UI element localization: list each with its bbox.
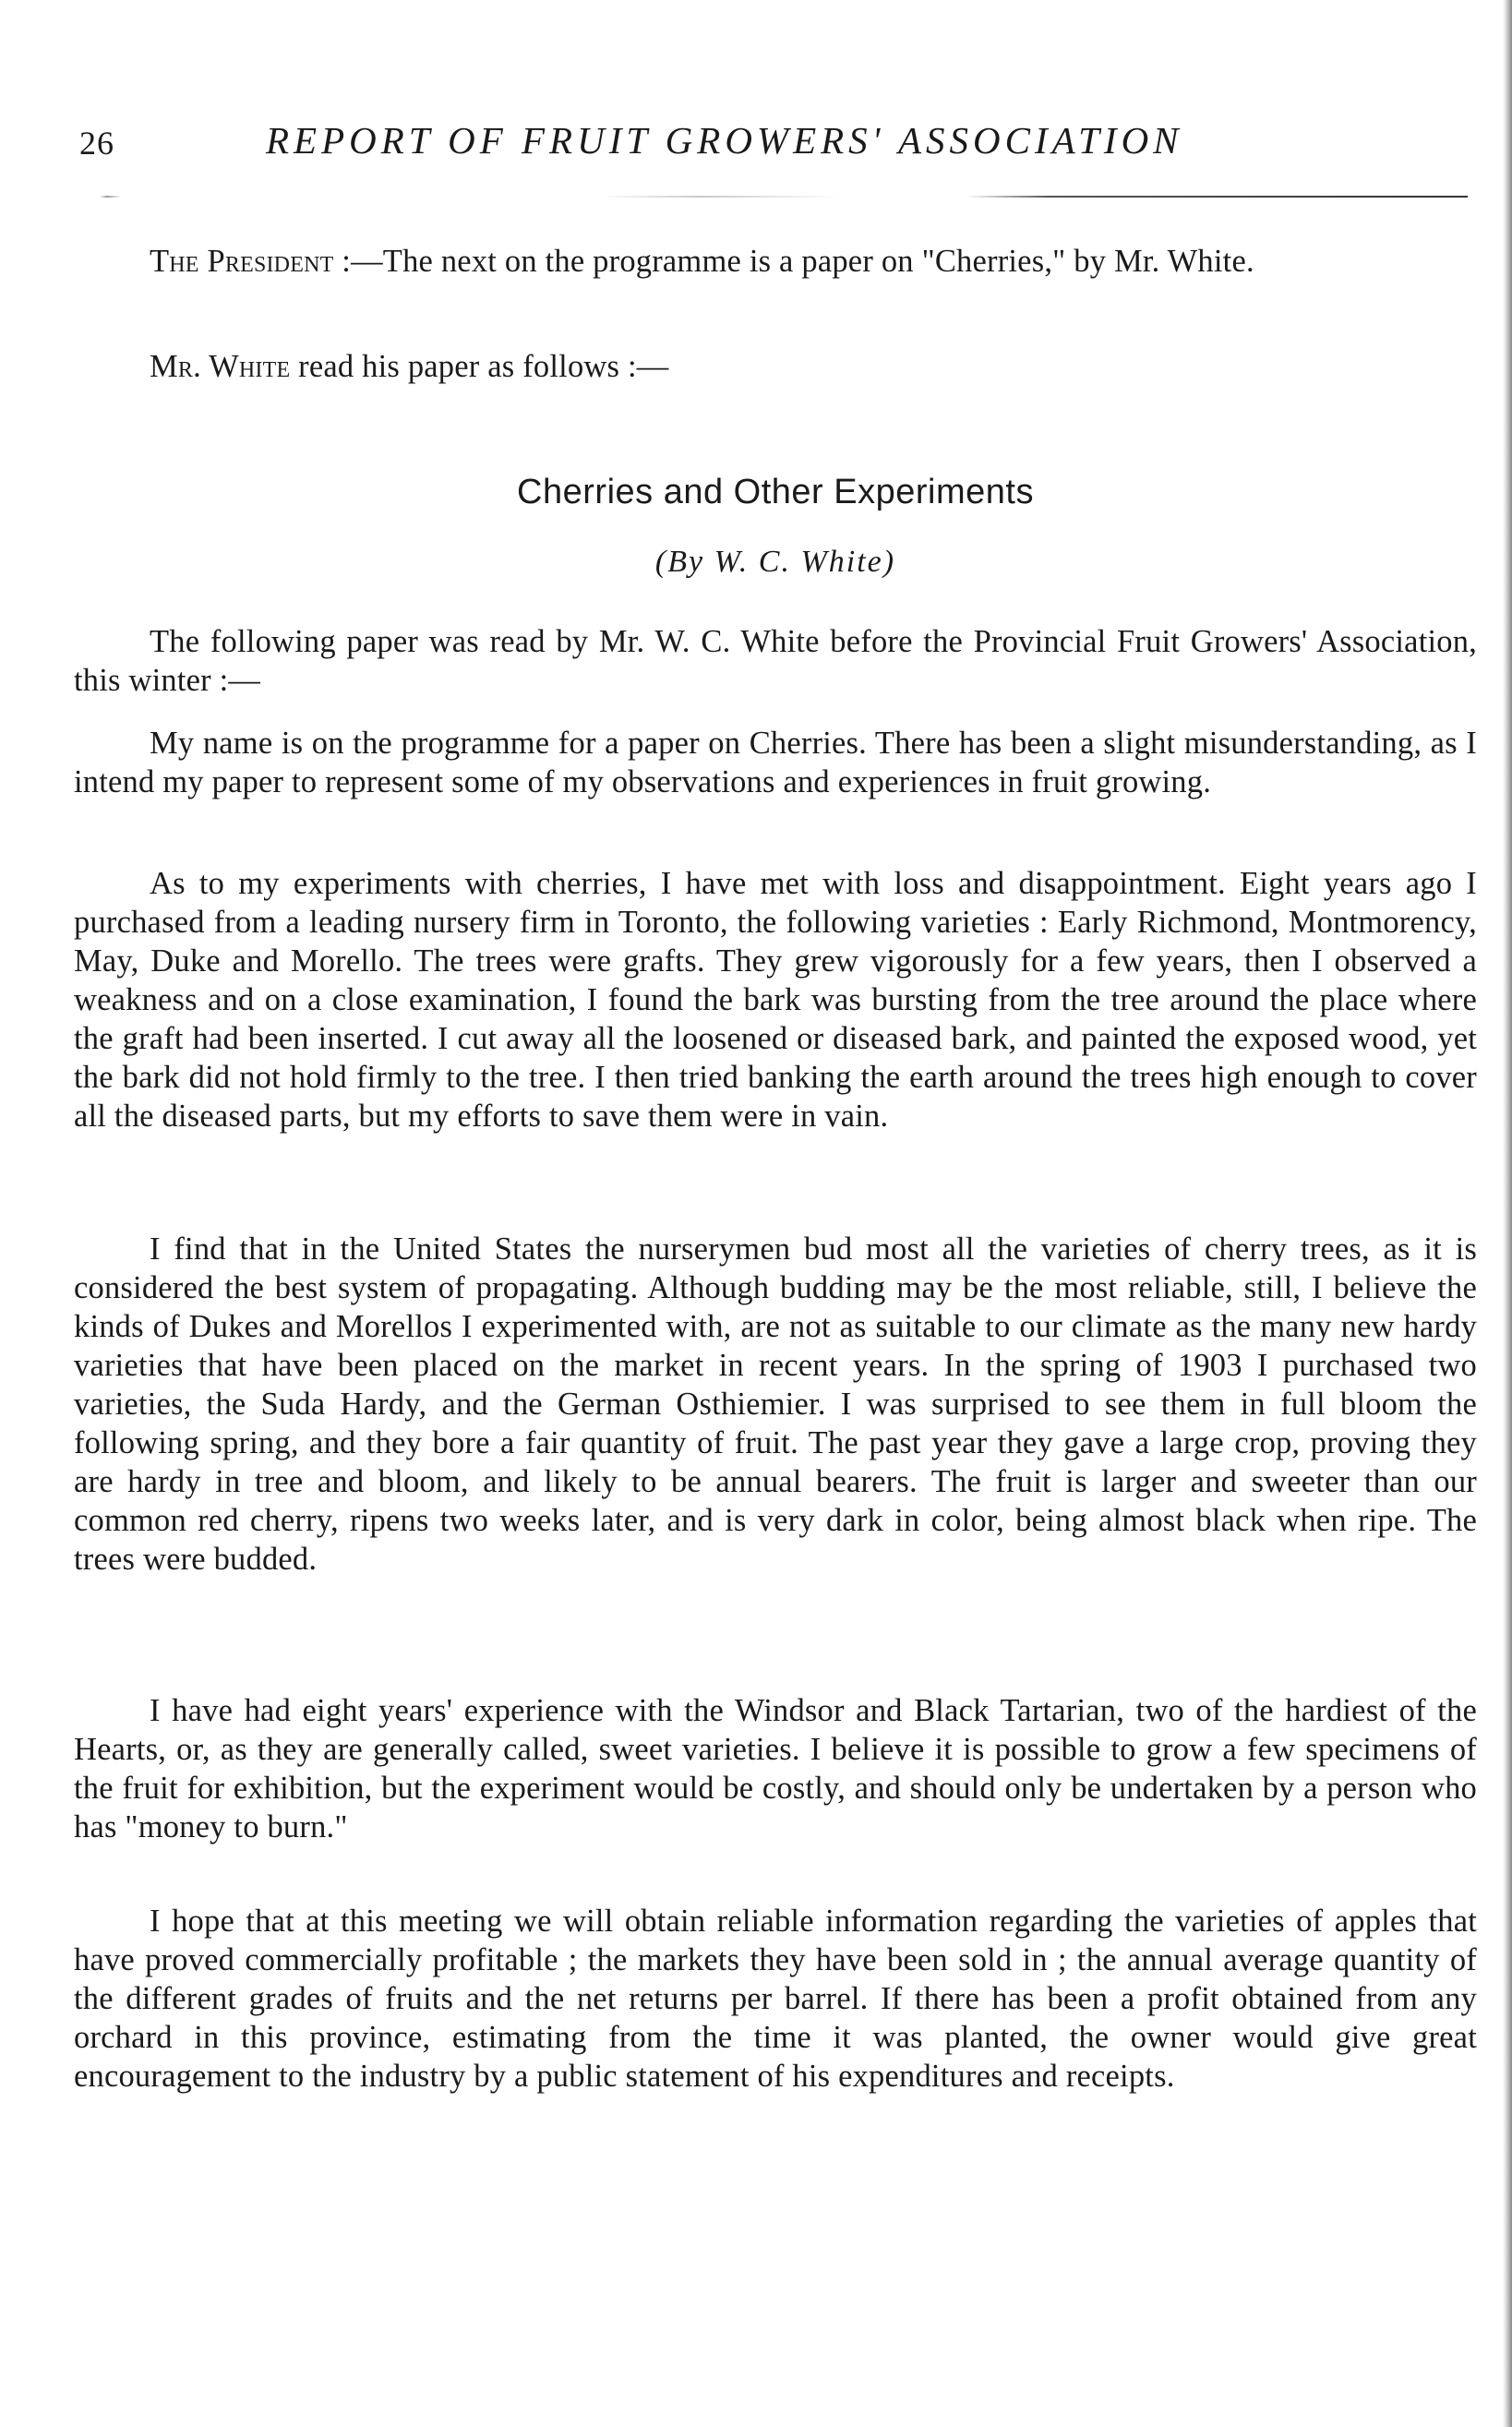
white-remark: read his paper as follows :— (290, 349, 669, 384)
paragraph-4: I find that in the United States the nurserymen bud most all the varieties of cherry trees, as it is considered the best system of propagating. Although budding may be the most reliable, still, I believe the kinds of Dukes and Morellos I experimented with, are not as suitable to our climate as the many new hardy varieties that have been placed on the market in recent years. In the spring of 1903 I purchased two varieties, the Suda Hardy, and the German Osthiemier. I was surprised to see them in full bloom the following spring, and they bore a fair quantity of fruit. The past year they gave a large crop, proving they are hardy in tree and bloom, and likely to be annual bearers. The fruit is larger and sweeter than our common red cherry, ripens two weeks later, and is very dark in color, being almost black when ripe. The trees were budded. (74, 1232, 1477, 1577)
paragraph-3: As to my experiments with cherries, I have met with loss and disappointment. Eight years ago I purchased from a leading nursery firm in Toronto, the following varieties : Early Richmond, Montmorency, May, Duke and Morello. The trees were grafts. They grew vigorously for a few years, then I observed a weakness and on a close examination, I found the bark was bursting from the tree around the place where the graft had been inserted. I cut away all the loosened or diseased bark, and painted the exposed wood, yet the bark did not hold firmly to the tree. I then tried banking the earth around the trees high enough to cover all the diseased parts, but my efforts to save them were in vain. (74, 866, 1477, 1134)
intro-white (74, 347, 1477, 386)
paragraph-4-block (74, 1230, 1477, 1579)
intro-paragraph-president (74, 242, 1477, 281)
speaker-white: Mr. White (150, 349, 291, 384)
paragraph-2: My name is on the programme for a paper on Cherries. There has been a slight misunderstanding, as I intend my paper to represent some of my observations and experiences in fruit growing. (74, 726, 1477, 799)
paragraph-2-block (74, 724, 1477, 801)
page-header (72, 118, 1475, 170)
paragraph-5: I have had eight years' experience with the Windsor and Black Tartarian, two of the hardiest of the Hearts, or, as they are generally called, sweet varieties. I believe it is possible to grow a few specimens of the fruit for exhibition, but the experiment would be costly, and should only be undertaken by a person who has "money to burn." (74, 1693, 1477, 1844)
intro-president (74, 242, 1477, 281)
article-title: Cherries and Other Experiments (517, 473, 1034, 511)
running-head: REPORT OF FRUIT GROWERS' ASSOCIATION (266, 119, 1183, 162)
paragraph-6: I hope that at this meeting we will obtain reliable information regarding the varieties of apples that have proved commercially profitable ; the markets they have been sold in ; the annual average quantity of the different grades of fruits and the net returns per barrel. If there has been a profit obtained from any orchard in this province, estimating from the time it was planted, the owner would give great encouragement to the industry by a public statement of his expenditures and receipts. (74, 1904, 1477, 2094)
article-byline: (By W. C. White) (654, 545, 896, 579)
paragraph-1-block (74, 622, 1477, 700)
president-remark: :—The next on the programme is a paper on "Cherries," by Mr. White. (333, 244, 1254, 279)
paragraph-1: The following paper was read by Mr. W. C. White before the Provincial Fruit Growers' Association, this winter :— (74, 624, 1477, 698)
page-number: 26 (79, 125, 114, 162)
paragraph-3-block (74, 864, 1477, 1135)
intro-paragraph-white (74, 347, 1477, 386)
speaker-president: The President (150, 244, 334, 279)
page-edge-shadow (1503, 0, 1512, 2427)
paragraph-6-block (74, 1902, 1477, 2096)
header-rule (72, 196, 1468, 198)
paragraph-5-block (74, 1691, 1477, 1846)
